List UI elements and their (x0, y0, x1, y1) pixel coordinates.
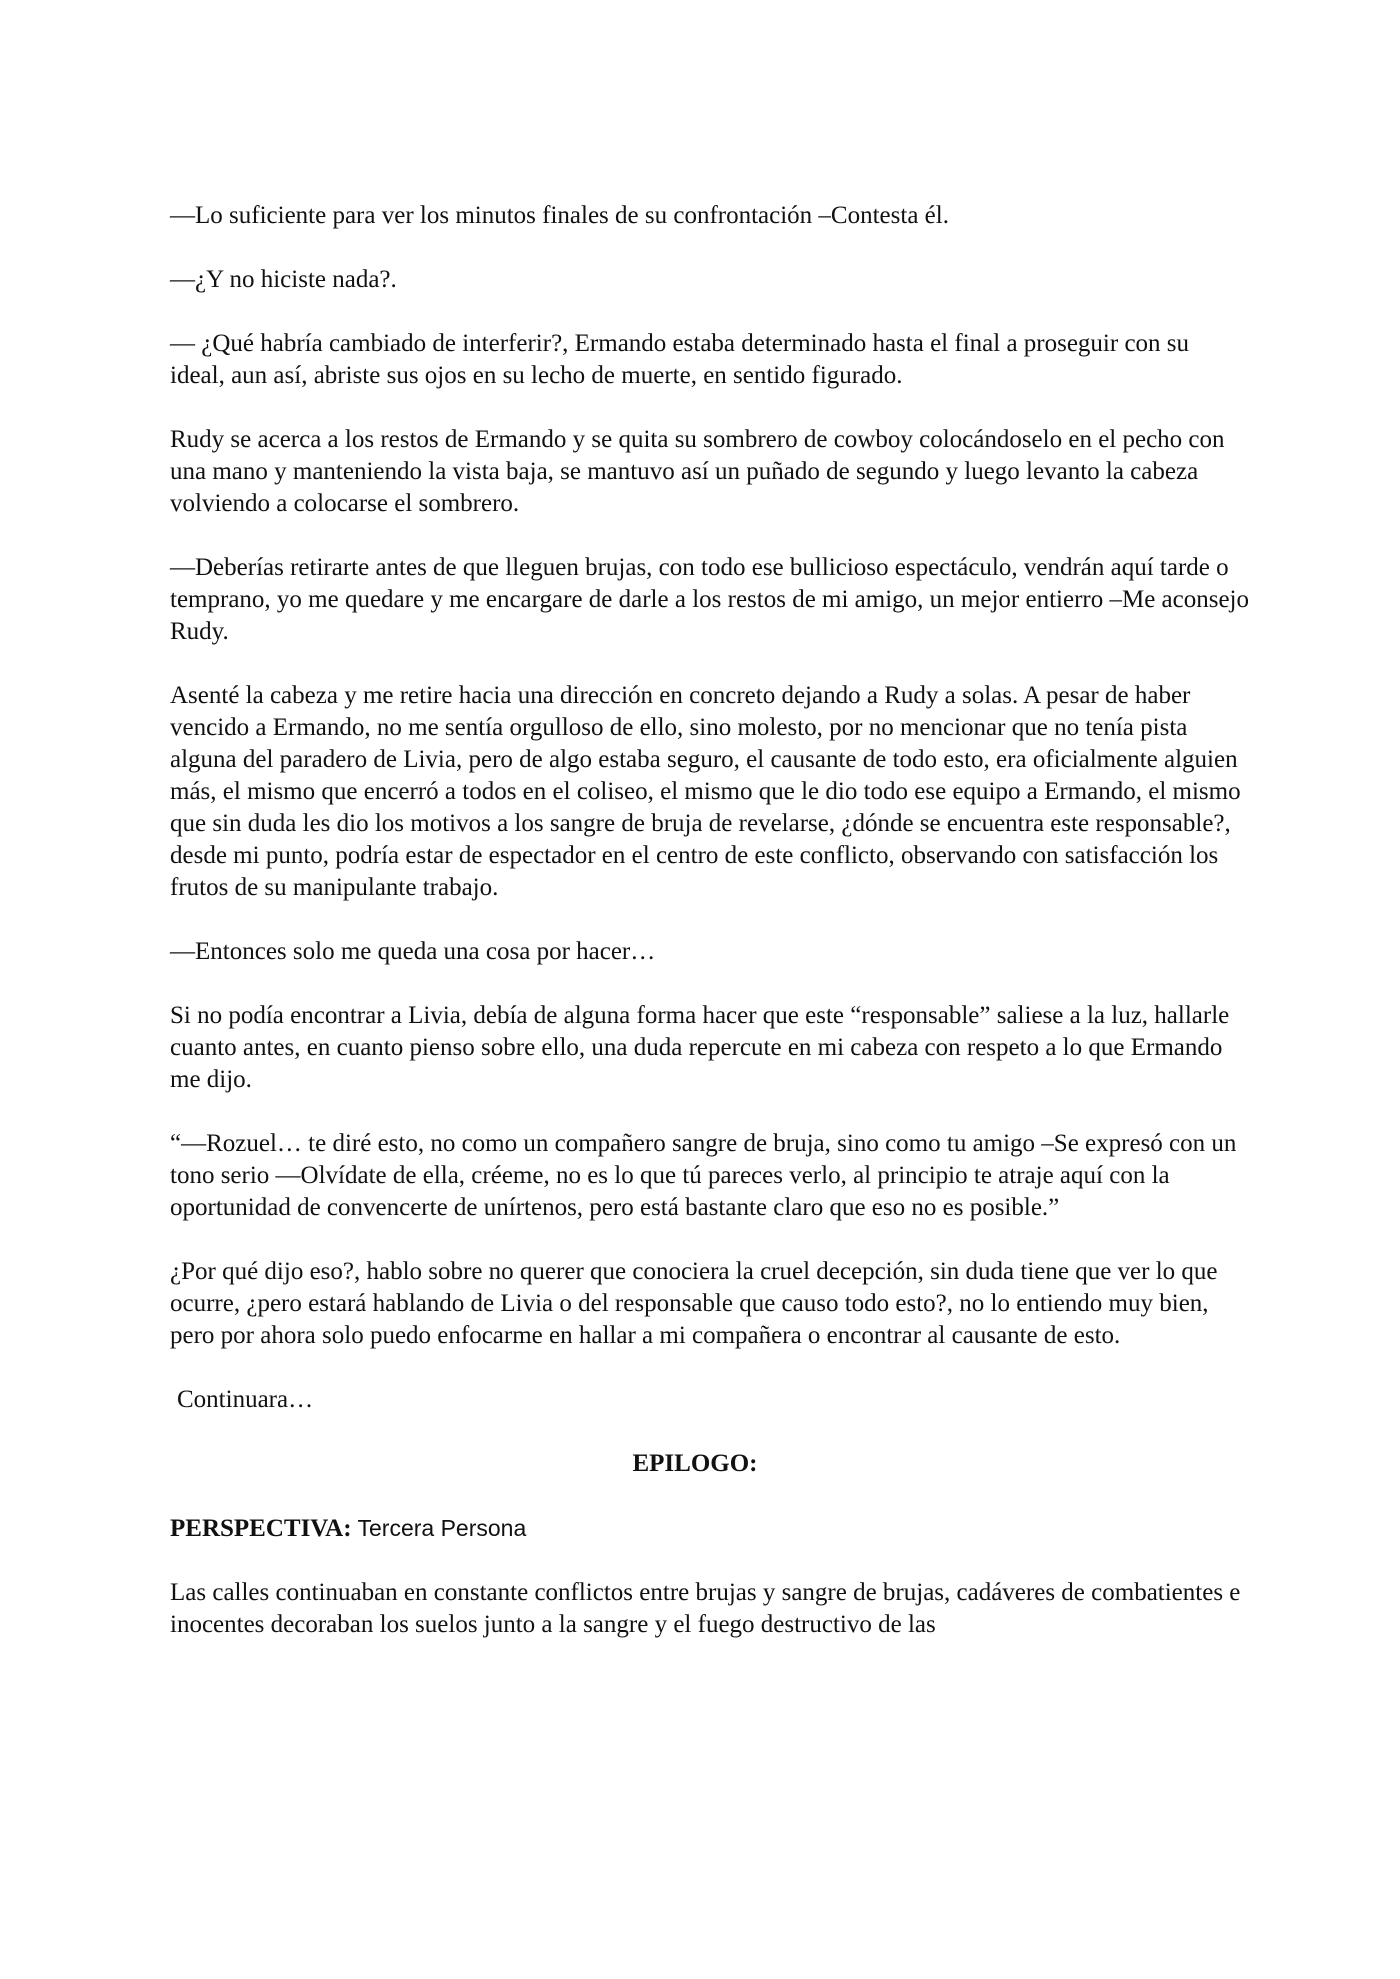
paragraph: —Deberías retirarte antes de que lleguen brujas, con todo ese bullicioso espectáculo, vendrán aquí tarde o temprano, yo me quedare y me encargare de darle a los restos de mi amigo, un mejor entierro –Me aconsejo Rudy. (170, 554, 1250, 645)
perspectiva-value: Tercera Persona (351, 1515, 527, 1541)
paragraph: “—Rozuel… te diré esto, no como un compañero sangre de bruja, sino como tu amigo –Se expresó con un tono serio —Olvídate de ella, créeme, no es lo que tú pareces verlo, al principio te atraje aquí con la oportunidad de convencerte de unírtenos, pero está bastante claro que eso no es posible.” (170, 1130, 1237, 1221)
paragraph: Asenté la cabeza y me retire hacia una dirección en concreto dejando a Rudy a solas. A pesar de haber vencido a Ermando, no me sentía orgulloso de ello, sino molesto, por no mencionar que no tenía pista alguna del paradero de Livia, pero de algo estaba seguro, el causante de todo esto, era oficialmente alguien más, el mismo que encerró a todos en el coliseo, el mismo que le dio todo ese equipo a Ermando, el mismo que sin duda les dio los motivos a los sangre de bruja de revelarse, ¿dónde se encuentra este responsable?, desde mi punto, podría estar de espectador en el centro de este conflicto, observando con satisfacción los frutos de su manipulante trabajo. (170, 682, 1241, 901)
paragraph: Si no podía encontrar a Livia, debía de alguna forma hacer que este “responsable” saliese a la luz, hallarle cuanto antes, en cuanto pienso sobre ello, una duda repercute en mi cabeza con respeto a lo que Ermando me dijo. (170, 1002, 1230, 1093)
paragraph: Rudy se acerca a los restos de Ermando y se quita su sombrero de cowboy colocándoselo en el pecho con una mano y manteniendo la vista baja, se mantuvo así un puñado de segundo y luego levanto la cabeza volviendo a colocarse el sombrero. (170, 426, 1225, 517)
perspectiva-line (170, 1512, 1250, 1545)
paragraph: —Lo suficiente para ver los minutos finales de su confrontación –Contesta él. (170, 202, 949, 229)
paragraph: — ¿Qué habría cambiado de interferir?, Ermando estaba determinado hasta el final a proseguir con su ideal, aun así, abriste sus ojos en su lecho de muerte, en sentido figurado. (170, 330, 1190, 389)
final-paragraph: Las calles continuaban en constante conflictos entre brujas y sangre de brujas, cadáveres de combatientes e inocentes decoraban los suelos junto a la sangre y el fuego destructivo de las (170, 1579, 1241, 1638)
paragraph: —Entonces solo me queda una cosa por hacer… (170, 938, 656, 965)
continuara-text: Continuara… (177, 1386, 314, 1413)
epilogo-heading: EPILOGO: (632, 1450, 758, 1477)
paragraph: —¿Y no hiciste nada?. (170, 266, 397, 293)
paragraph: ¿Por qué dijo eso?, hablo sobre no querer que conociera la cruel decepción, sin duda tiene que ver lo que ocurre, ¿pero estará hablando de Livia o del responsable que causo todo esto?, no lo entiendo muy bien, pero por ahora solo puedo enfocarme en hallar a mi compañera o encontrar al causante de esto. (170, 1258, 1218, 1349)
perspectiva-label: PERSPECTIVA: (170, 1515, 352, 1542)
document-body (170, 200, 1250, 1673)
